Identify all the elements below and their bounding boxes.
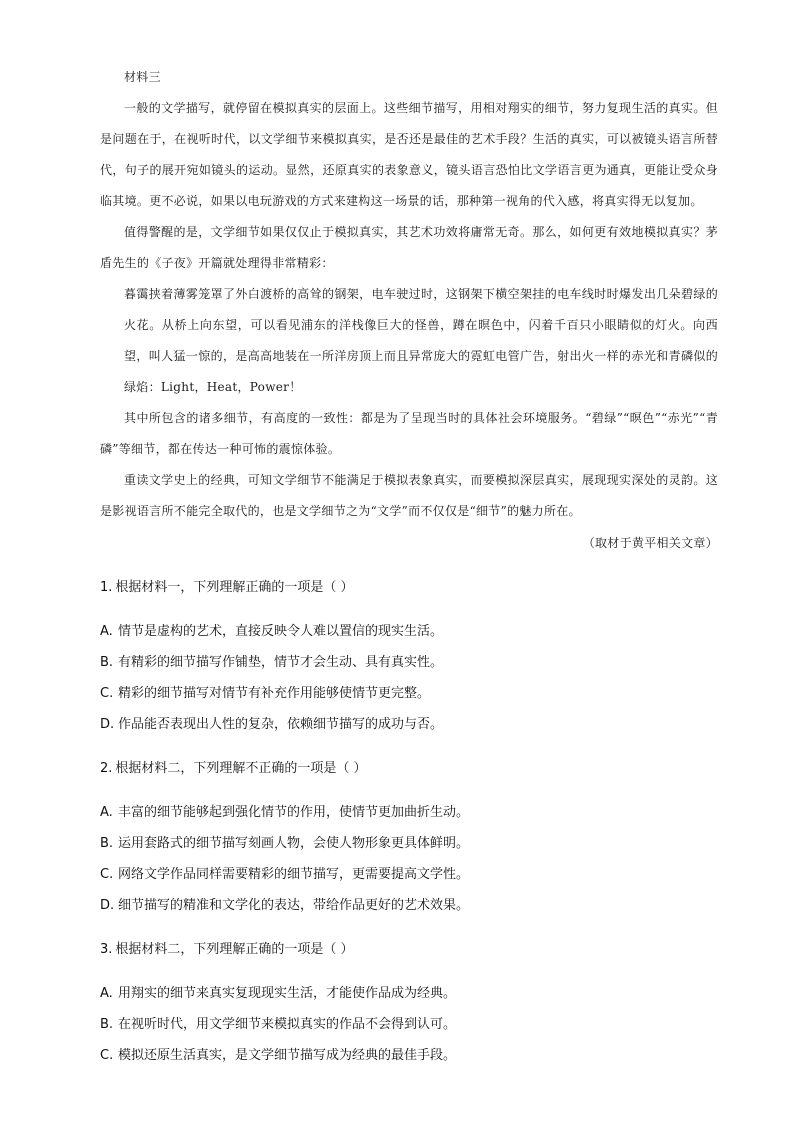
novel-quote: 暮霭挟着薄雾笼罩了外白渡桥的高耸的钢架，电车驶过时，这钢架下横空架挂的电车线时时爆发出几朵碧绿的火花。从桥上向东望，可以看见浦东的洋栈像巨大的怪兽，蹲在暝色中，闪着千百只小眼睛似的灯火。向西望，叫人猛一惊的，是高高地装在一所洋房顶上而且异常庞大的霓虹电管广告，射出火一样的赤光和青磷似的绿焰：Light，Heat，Power！ [124,287,718,394]
source-citation: （取材于黄平相关文章） [582,536,718,550]
question-list [100,572,718,1071]
option-a [100,616,718,647]
option-b [100,647,718,678]
option-letter: D. [100,898,115,913]
question-number: 1. [100,580,113,595]
option-letter: C. [100,867,114,882]
option-text: 细节描写的精准和文学化的表达，带给作品更好的艺术效果。 [118,898,470,913]
option-c [100,859,718,890]
option-letter: D. [100,717,115,732]
option-b [100,1009,718,1040]
option-b [100,828,718,859]
question-3 [100,934,718,1071]
option-letter: B. [100,836,114,851]
option-letter: B. [100,655,114,670]
option-text: 丰富的细节能够起到强化情节的作用，使情节更加曲折生动。 [118,805,470,820]
question-1 [100,572,718,740]
option-letter: A. [100,624,113,639]
material-three [100,62,718,559]
question-stem [100,753,718,784]
option-text: 精彩的细节描写对情节有补充作用能够使情节更完整。 [118,686,431,701]
question-stem [100,572,718,603]
option-d [100,709,718,740]
option-text: 用翔实的细节来真实复现现实生活，才能使作品成为经典。 [118,986,457,1001]
option-text: 作品能否表现出人性的复杂，依赖细节描写的成功与否。 [118,717,444,732]
option-c [100,1040,718,1071]
option-text: 情节是虚构的艺术，直接反映令人难以置信的现实生活。 [118,624,444,639]
material-paragraph: 其中所包含的诸多细节，有高度的一致性：都是为了呈现当时的具体社会环境服务。“碧绿”“暝色”“赤光”“青磷”等细节，都在传达一种可怖的震惊体验。 [100,411,718,456]
question-number: 3. [100,942,113,957]
question-number: 2. [100,761,113,776]
option-a [100,978,718,1009]
option-letter: A. [100,986,113,1001]
question-2 [100,753,718,921]
option-text: 在视听时代，用文学细节来模拟真实的作品不会得到认可。 [118,1017,457,1032]
material-paragraph: 一般的文学描写，就停留在模拟真实的层面上。这些细节描写，用相对翔实的细节，努力复现生活的真实。但是问题在于，在视听时代，以文学细节来模拟真实，是否还是最佳的艺术手段？生活的真实，可以被镜头语言所替代，句子的展开宛如镜头的运动。显然，还原真实的表象意义，镜头语言恐怕比文学语言更为通真，更能让受众身临其境。更不必说，如果以电玩游戏的方式来建构这一场景的话，那种第一视角的代入感，将真实得无以复加。 [100,101,718,208]
material-paragraph: 重读文学史上的经典，可知文学细节不能满足于模拟表象真实，而要模拟深层真实，展现现实深处的灵韵。这是影视语言所不能完全取代的，也是文学细节之为“文学”而不仅仅是“细节”的魅力所在。 [100,473,718,518]
question-text: 根据材料一，下列理解正确的一项是（ ） [115,580,354,595]
material-title: 材料三 [124,70,161,84]
option-letter: C. [100,1048,114,1063]
option-text: 模拟还原生活真实，是文学细节描写成为经典的最佳手段。 [118,1048,457,1063]
question-text: 根据材料二，下列理解不正确的一项是（ ） [115,761,367,776]
option-text: 运用套路式的细节描写刻画人物，会使人物形象更具体鲜明。 [118,836,470,851]
option-text: 有精彩的细节描写作铺垫，情节才会生动、具有真实性。 [118,655,444,670]
option-letter: C. [100,686,114,701]
option-a [100,797,718,828]
question-text: 根据材料二，下列理解正确的一项是（ ） [115,942,354,957]
material-paragraph: 值得警醒的是，文学细节如果仅仅止于模拟真实，其艺术功效将庸常无奇。那么，如何更有效地模拟真实？茅盾先生的《子夜》开篇就处理得非常精彩： [100,225,718,270]
question-stem [100,934,718,965]
option-d [100,890,718,921]
option-letter: A. [100,805,113,820]
option-text: 网络文学作品同样需要精彩的细节描写，更需要提高文学性。 [118,867,470,882]
option-c [100,678,718,709]
option-letter: B. [100,1017,114,1032]
